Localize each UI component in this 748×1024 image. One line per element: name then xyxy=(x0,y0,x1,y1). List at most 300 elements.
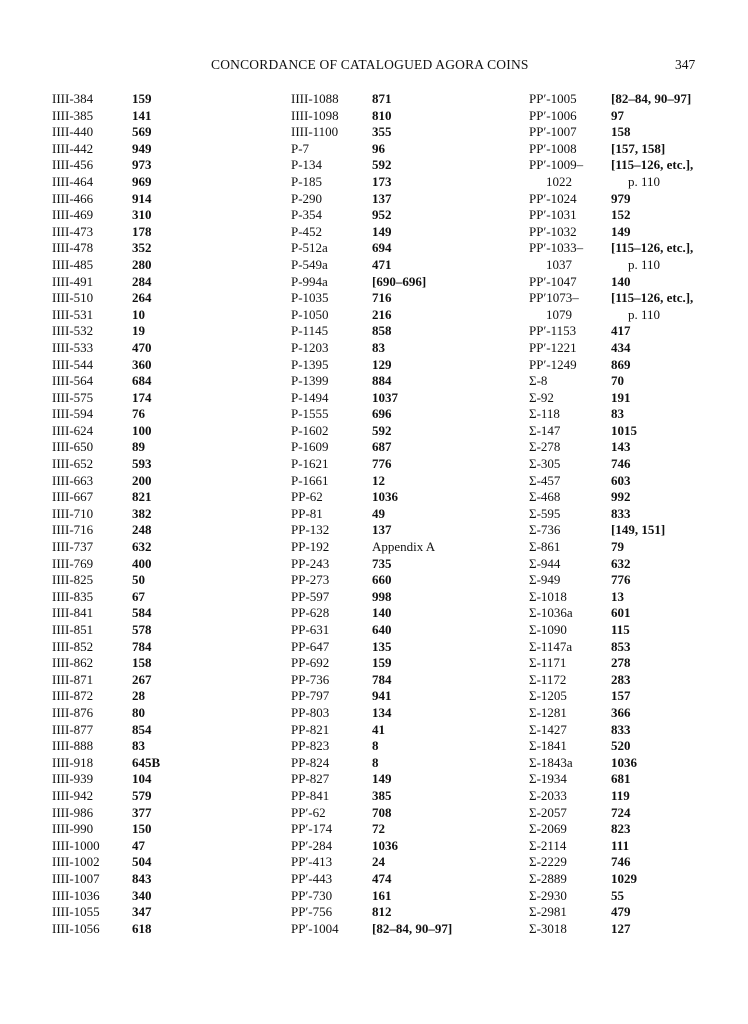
inventory-number: Σ-1205 xyxy=(529,688,567,704)
catalogue-reference: 149 xyxy=(372,771,392,787)
inventory-number: IIII-466 xyxy=(52,190,94,206)
catalogue-reference: 992 xyxy=(611,489,631,505)
inventory-number: Σ-861 xyxy=(529,539,561,555)
inventory-number: Σ-468 xyxy=(529,489,561,505)
concordance-entry xyxy=(52,771,242,788)
catalogue-reference: 470 xyxy=(132,339,152,355)
concordance-entry xyxy=(291,854,491,871)
inventory-number: PP-62 xyxy=(291,489,323,505)
catalogue-reference: Appendix A xyxy=(372,539,436,555)
catalogue-reference: [82–84, 90–97] xyxy=(611,91,692,106)
catalogue-reference: 914 xyxy=(132,190,152,206)
catalogue-reference: 746 xyxy=(611,854,631,870)
catalogue-reference: 47 xyxy=(132,837,145,853)
catalogue-reference: 434 xyxy=(611,339,631,355)
inventory-number: IIII-1036 xyxy=(52,887,100,903)
inventory-number: Σ-736 xyxy=(529,522,561,538)
catalogue-reference: 140 xyxy=(372,605,392,621)
catalogue-reference: 134 xyxy=(372,704,392,720)
inventory-number: Σ-1934 xyxy=(529,771,567,787)
concordance-entry xyxy=(52,390,242,407)
concordance-entry xyxy=(52,456,242,473)
inventory-number: Σ-2981 xyxy=(529,904,567,920)
inventory-number: Σ-2069 xyxy=(529,821,567,837)
catalogue-reference: 660 xyxy=(372,572,392,588)
concordance-entry xyxy=(529,240,729,257)
catalogue-reference: p. 110 xyxy=(628,306,661,322)
catalogue-reference: 89 xyxy=(132,439,145,455)
inventory-number: Σ-1090 xyxy=(529,622,567,637)
concordance-entry xyxy=(529,821,729,838)
concordance-entry xyxy=(529,522,729,539)
inventory-number: Σ-1147a xyxy=(529,638,573,654)
catalogue-reference: 569 xyxy=(132,124,152,140)
catalogue-reference: 161 xyxy=(372,887,392,903)
catalogue-reference: 812 xyxy=(372,904,392,920)
concordance-entry xyxy=(291,108,491,125)
inventory-number: IIII-491 xyxy=(52,273,94,289)
catalogue-reference: 8 xyxy=(372,738,379,754)
inventory-number: P-1609 xyxy=(291,439,329,455)
inventory-number: Σ-2889 xyxy=(529,870,567,886)
concordance-entry xyxy=(291,357,491,374)
inventory-number: IIII-872 xyxy=(52,688,94,704)
concordance-entry xyxy=(52,605,242,622)
concordance-entry xyxy=(291,489,491,506)
catalogue-reference: 784 xyxy=(372,671,392,687)
inventory-number: Σ-595 xyxy=(529,505,561,521)
inventory-number: P-452 xyxy=(291,223,323,239)
inventory-number: Σ-1036a xyxy=(529,605,573,621)
inventory-number: PP′-1032 xyxy=(529,223,577,239)
inventory-number: P-1555 xyxy=(291,406,329,422)
catalogue-reference: 347 xyxy=(132,904,152,920)
concordance-entry xyxy=(52,539,242,556)
catalogue-reference: 858 xyxy=(372,323,392,339)
inventory-number: PP′-1153 xyxy=(529,323,577,339)
concordance-entry xyxy=(291,888,491,905)
concordance-entry xyxy=(52,888,242,905)
inventory-number: IIII-986 xyxy=(52,804,94,820)
concordance-entry xyxy=(291,572,491,589)
catalogue-reference: 696 xyxy=(372,406,392,422)
inventory-number: Σ-1281 xyxy=(529,704,567,720)
catalogue-reference: 479 xyxy=(611,904,631,920)
inventory-number: Σ-2057 xyxy=(529,804,567,820)
inventory-number: IIII-918 xyxy=(52,754,94,770)
inventory-number: PP′-1047 xyxy=(529,273,577,289)
inventory-number: PP-736 xyxy=(291,671,330,687)
catalogue-reference: 310 xyxy=(132,207,152,223)
catalogue-reference: 735 xyxy=(372,555,392,571)
catalogue-reference: 80 xyxy=(132,704,145,720)
concordance-entry xyxy=(291,456,491,473)
catalogue-reference: 708 xyxy=(372,804,392,820)
concordance-entry xyxy=(529,373,729,390)
inventory-number: IIII-769 xyxy=(52,555,94,571)
catalogue-reference: 377 xyxy=(132,804,152,820)
catalogue-reference: 520 xyxy=(611,738,631,754)
inventory-number: P-1494 xyxy=(291,389,329,405)
catalogue-reference: 601 xyxy=(611,605,631,621)
concordance-entry xyxy=(291,91,491,108)
catalogue-reference: 13 xyxy=(611,588,624,604)
concordance-entry xyxy=(52,556,242,573)
catalogue-reference: 687 xyxy=(372,439,392,455)
concordance-entry xyxy=(52,871,242,888)
inventory-number: IIII-835 xyxy=(52,588,94,604)
concordance-entry xyxy=(52,805,242,822)
concordance-entry xyxy=(291,373,491,390)
inventory-number: IIII-990 xyxy=(52,821,94,837)
inventory-number: P-549a xyxy=(291,256,328,272)
inventory-number: Σ-147 xyxy=(529,422,561,438)
inventory-number: PP′-174 xyxy=(291,821,333,837)
concordance-entry xyxy=(529,921,729,938)
inventory-number: Σ-949 xyxy=(529,572,561,588)
concordance-entry xyxy=(291,406,491,423)
inventory-number: PP′-1033– xyxy=(529,240,584,256)
inventory-number: P-1395 xyxy=(291,356,329,372)
catalogue-reference: 1037 xyxy=(372,389,398,405)
concordance-entry xyxy=(52,838,242,855)
inventory-number: PP′-443 xyxy=(291,870,333,886)
inventory-number: PP′-62 xyxy=(291,804,326,820)
catalogue-reference: 248 xyxy=(132,522,152,538)
catalogue-reference: 1036 xyxy=(611,754,637,770)
page-number: 347 xyxy=(675,57,696,72)
concordance-entry xyxy=(291,307,491,324)
concordance-entry xyxy=(291,506,491,523)
inventory-number: IIII-456 xyxy=(52,157,94,173)
inventory-number: Σ-944 xyxy=(529,555,561,571)
catalogue-reference: 382 xyxy=(132,505,152,521)
concordance-entry xyxy=(291,655,491,672)
inventory-number: P-1050 xyxy=(291,306,329,322)
concordance-entry xyxy=(529,755,729,772)
concordance-entry xyxy=(529,589,729,606)
concordance-entry xyxy=(291,124,491,141)
catalogue-reference: 1036 xyxy=(372,837,398,853)
concordance-entry xyxy=(52,91,242,108)
concordance-entry xyxy=(291,639,491,656)
concordance-entry xyxy=(52,340,242,357)
catalogue-reference: 149 xyxy=(611,223,631,239)
concordance-entry xyxy=(529,622,729,639)
concordance-entry xyxy=(52,423,242,440)
catalogue-reference: 159 xyxy=(372,655,392,671)
inventory-number: IIII-1000 xyxy=(52,837,100,853)
catalogue-reference: 603 xyxy=(611,472,631,488)
catalogue-reference: 681 xyxy=(611,771,631,787)
concordance-entry xyxy=(529,423,729,440)
catalogue-reference: 119 xyxy=(611,787,630,803)
concordance-entry xyxy=(52,755,242,772)
inventory-number: IIII-510 xyxy=(52,290,94,306)
inventory-number: IIII-442 xyxy=(52,140,94,156)
catalogue-reference: 157 xyxy=(611,688,631,704)
concordance-entry xyxy=(529,456,729,473)
concordance-entry xyxy=(291,605,491,622)
inventory-number: PP-628 xyxy=(291,605,330,621)
concordance-entry xyxy=(291,771,491,788)
catalogue-reference: 50 xyxy=(132,572,145,588)
concordance-entry xyxy=(291,224,491,241)
concordance-entry xyxy=(52,738,242,755)
catalogue-reference: 1036 xyxy=(372,489,398,505)
concordance-entry xyxy=(52,722,242,739)
concordance-entry xyxy=(291,672,491,689)
inventory-number: IIII-485 xyxy=(52,256,94,272)
concordance-entry xyxy=(52,506,242,523)
inventory-number: P-1602 xyxy=(291,422,329,438)
catalogue-reference: 400 xyxy=(132,555,152,571)
concordance-entry xyxy=(529,888,729,905)
inventory-number: Σ-8 xyxy=(529,373,548,389)
inventory-number: PP′1073– xyxy=(529,290,579,306)
catalogue-reference: 12 xyxy=(372,472,385,488)
concordance-entry xyxy=(291,439,491,456)
catalogue-reference: 833 xyxy=(611,505,631,521)
catalogue-reference: 83 xyxy=(132,738,145,754)
concordance-entry xyxy=(529,307,729,324)
inventory-number: IIII-624 xyxy=(52,422,94,438)
catalogue-reference: 97 xyxy=(611,107,624,123)
catalogue-reference: 8 xyxy=(372,754,379,770)
catalogue-reference: 724 xyxy=(611,804,631,820)
inventory-number: IIII-888 xyxy=(52,738,94,754)
inventory-number: PP′-1009– xyxy=(529,157,584,173)
catalogue-reference: 952 xyxy=(372,207,392,223)
inventory-number: Σ-2930 xyxy=(529,887,567,903)
inventory-number: Σ-1171 xyxy=(529,655,567,671)
catalogue-reference: 504 xyxy=(132,854,152,870)
inventory-number: IIII-473 xyxy=(52,223,94,239)
inventory-number: P-7 xyxy=(291,140,310,156)
catalogue-reference: 267 xyxy=(132,671,152,687)
inventory-number: Σ-1018 xyxy=(529,588,567,604)
inventory-number: IIII-533 xyxy=(52,339,94,355)
concordance-entry xyxy=(529,838,729,855)
inventory-number: PP′-1024 xyxy=(529,190,577,206)
inventory-number: PP′-756 xyxy=(291,904,333,920)
inventory-number: P-1621 xyxy=(291,456,329,472)
inventory-number: IIII-663 xyxy=(52,472,94,488)
concordance-entry xyxy=(52,672,242,689)
concordance-entry xyxy=(291,705,491,722)
catalogue-reference: [115–126, etc.], xyxy=(611,240,694,256)
catalogue-reference: 1029 xyxy=(611,870,637,886)
concordance-entry xyxy=(529,406,729,423)
inventory-number: PP′-1249 xyxy=(529,356,577,372)
concordance-entry xyxy=(529,91,729,108)
concordance-entry xyxy=(52,240,242,257)
concordance-entry xyxy=(529,771,729,788)
catalogue-reference: 474 xyxy=(372,870,392,886)
catalogue-reference: 129 xyxy=(372,356,392,372)
catalogue-reference: 115 xyxy=(611,622,630,637)
catalogue-reference: 137 xyxy=(372,522,392,538)
inventory-number: PP-821 xyxy=(291,721,330,737)
inventory-number: P-1661 xyxy=(291,472,329,488)
concordance-entry xyxy=(529,556,729,573)
catalogue-reference: 618 xyxy=(132,920,152,936)
catalogue-reference: 79 xyxy=(611,539,624,555)
catalogue-reference: 592 xyxy=(372,157,392,173)
concordance-entry xyxy=(291,589,491,606)
inventory-number: IIII-1088 xyxy=(291,91,339,106)
catalogue-reference: 191 xyxy=(611,389,631,405)
inventory-number: IIII-469 xyxy=(52,207,94,223)
catalogue-reference: 127 xyxy=(611,920,631,936)
inventory-number: PP-631 xyxy=(291,622,330,637)
concordance-entry xyxy=(52,257,242,274)
inventory-number: IIII-652 xyxy=(52,456,94,472)
inventory-number: PP-192 xyxy=(291,539,330,555)
catalogue-reference: 158 xyxy=(611,124,631,140)
concordance-entry xyxy=(529,191,729,208)
concordance-entry xyxy=(52,904,242,921)
inventory-number: IIII-650 xyxy=(52,439,94,455)
concordance-entry xyxy=(52,357,242,374)
catalogue-reference: 159 xyxy=(132,91,152,106)
concordance-entry xyxy=(529,207,729,224)
catalogue-reference: 149 xyxy=(372,223,392,239)
inventory-number: IIII-852 xyxy=(52,638,94,654)
concordance-entry xyxy=(52,705,242,722)
concordance-entry xyxy=(52,373,242,390)
inventory-number: IIII-737 xyxy=(52,539,94,555)
inventory-number: IIII-1007 xyxy=(52,870,100,886)
inventory-number: IIII-667 xyxy=(52,489,94,505)
concordance-entry xyxy=(52,921,242,938)
concordance-entry xyxy=(291,871,491,888)
concordance-entry xyxy=(52,589,242,606)
catalogue-reference: 55 xyxy=(611,887,624,903)
catalogue-reference: 884 xyxy=(372,373,392,389)
concordance-entry xyxy=(52,821,242,838)
concordance-entry xyxy=(291,157,491,174)
inventory-number: Σ-3018 xyxy=(529,920,567,936)
catalogue-reference: 578 xyxy=(132,622,152,637)
catalogue-reference: 684 xyxy=(132,373,152,389)
inventory-number: P-1399 xyxy=(291,373,329,389)
concordance-entry xyxy=(52,688,242,705)
inventory-number: IIII-531 xyxy=(52,306,94,322)
inventory-number: Σ-457 xyxy=(529,472,561,488)
catalogue-reference: 100 xyxy=(132,422,152,438)
concordance-entry xyxy=(291,274,491,291)
inventory-number: P-994a xyxy=(291,273,328,289)
concordance-entry xyxy=(529,639,729,656)
inventory-number: IIII-440 xyxy=(52,124,94,140)
catalogue-reference: 632 xyxy=(611,555,631,571)
concordance-entry xyxy=(291,921,491,938)
concordance-entry xyxy=(529,124,729,141)
catalogue-reference: [149, 151] xyxy=(611,522,666,538)
inventory-number: 1079 xyxy=(546,306,572,322)
catalogue-reference: 96 xyxy=(372,140,385,156)
inventory-number: P-1035 xyxy=(291,290,329,306)
catalogue-reference: 632 xyxy=(132,539,152,555)
concordance-entry xyxy=(291,688,491,705)
catalogue-reference: 979 xyxy=(611,190,631,206)
concordance-entry xyxy=(52,639,242,656)
concordance-entry xyxy=(291,473,491,490)
catalogue-reference: 174 xyxy=(132,389,152,405)
inventory-number: PP′-1004 xyxy=(291,920,339,936)
catalogue-reference: 10 xyxy=(132,306,145,322)
catalogue-reference: 417 xyxy=(611,323,631,339)
inventory-number: 1037 xyxy=(546,256,572,272)
concordance-entry xyxy=(52,124,242,141)
catalogue-reference: 821 xyxy=(132,489,152,505)
concordance-entry xyxy=(529,871,729,888)
inventory-number: P-354 xyxy=(291,207,323,223)
inventory-number: IIII-862 xyxy=(52,655,94,671)
catalogue-reference: 278 xyxy=(611,655,631,671)
concordance-entry xyxy=(291,838,491,855)
concordance-entry xyxy=(291,722,491,739)
inventory-number: P-134 xyxy=(291,157,323,173)
concordance-entry xyxy=(529,688,729,705)
catalogue-reference: 853 xyxy=(611,638,631,654)
inventory-number: IIII-841 xyxy=(52,605,94,621)
concordance-entry xyxy=(52,473,242,490)
inventory-number: PP-273 xyxy=(291,572,330,588)
concordance-entry xyxy=(291,738,491,755)
inventory-number: Σ-92 xyxy=(529,389,554,405)
concordance-entry xyxy=(529,439,729,456)
concordance-entry xyxy=(529,323,729,340)
inventory-number: Σ-278 xyxy=(529,439,561,455)
catalogue-reference: 854 xyxy=(132,721,152,737)
concordance-entry xyxy=(291,904,491,921)
inventory-number: IIII-939 xyxy=(52,771,94,787)
catalogue-reference: 178 xyxy=(132,223,152,239)
concordance-entry xyxy=(52,522,242,539)
concordance-entry xyxy=(529,506,729,523)
catalogue-reference: 24 xyxy=(372,854,385,870)
concordance-entry xyxy=(529,854,729,871)
concordance-entry xyxy=(291,788,491,805)
concordance-entry xyxy=(52,307,242,324)
concordance-entry xyxy=(291,257,491,274)
inventory-number: PP′-1005 xyxy=(529,91,577,106)
concordance-entry xyxy=(529,473,729,490)
concordance-entry xyxy=(529,141,729,158)
catalogue-reference: 150 xyxy=(132,821,152,837)
catalogue-reference: 135 xyxy=(372,638,392,654)
inventory-number: IIII-877 xyxy=(52,721,94,737)
concordance-entry xyxy=(52,191,242,208)
inventory-number: PP′-1008 xyxy=(529,140,577,156)
inventory-number: PP′-1007 xyxy=(529,124,577,140)
concordance-entry xyxy=(529,357,729,374)
catalogue-reference: 72 xyxy=(372,821,385,837)
concordance-entry xyxy=(529,157,729,174)
inventory-number: Σ-2114 xyxy=(529,837,567,853)
inventory-number: PP′-1006 xyxy=(529,107,577,123)
catalogue-reference: 592 xyxy=(372,422,392,438)
catalogue-reference: 949 xyxy=(132,140,152,156)
catalogue-reference: 200 xyxy=(132,472,152,488)
concordance-entry xyxy=(52,141,242,158)
inventory-number: IIII-464 xyxy=(52,173,94,189)
inventory-number: IIII-1100 xyxy=(291,124,339,140)
concordance-entry xyxy=(529,174,729,191)
concordance-entry xyxy=(52,224,242,241)
